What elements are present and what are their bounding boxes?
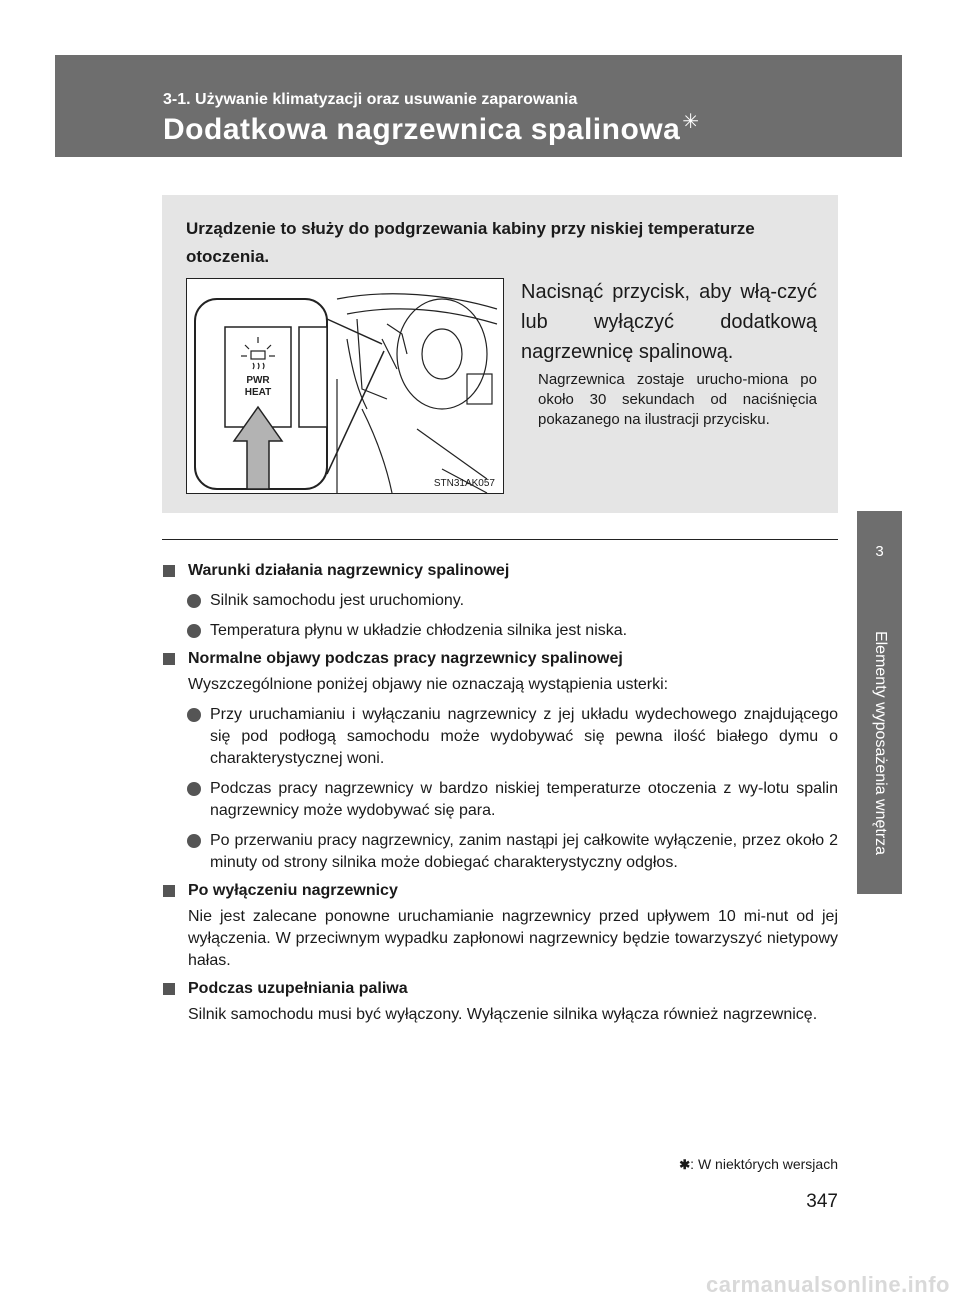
chapter-header <box>55 55 902 157</box>
content-body <box>162 554 838 1026</box>
heading-text: Po wyłączeniu nagrzewnicy <box>188 882 398 899</box>
press-note: Nagrzewnica zostaje urucho-miona po około 30 sekundach od naciśnięcia pokazanego na ilustracji przycisku. <box>538 371 817 428</box>
circle-bullet-icon <box>187 594 201 608</box>
illustration-code: STN31AK057 <box>433 478 495 489</box>
paragraph: Silnik samochodu musi być wyłączony. Wyłączenie silnika wyłącza również nagrzewnicę. <box>188 1006 818 1023</box>
circle-bullet-icon <box>187 782 201 796</box>
list-item <box>162 830 838 874</box>
footnote-text: : W niektórych wersjach <box>690 1156 838 1172</box>
heading-text: Normalne objawy podczas pracy nagrzewnicy spalinowej <box>188 650 623 667</box>
list-item <box>162 704 838 770</box>
list-item <box>162 620 838 642</box>
dashboard-illustration <box>186 278 504 494</box>
page-number: 347 <box>806 1191 838 1212</box>
watermark-text: carmanualsonline.info <box>706 1272 950 1297</box>
page-title-text: Dodatkowa nagrzewnica spalinowa <box>163 113 681 146</box>
divider <box>162 539 838 540</box>
list-item-text: Po przerwaniu pracy nagrzewnicy, zanim nastąpi jej całkowite wyłączenie, przez około 2 minuty od strony silnika może dobiegać charakterystyczny odgłos. <box>210 832 838 871</box>
list-item <box>162 778 838 822</box>
heading-text: Warunki działania nagrzewnicy spalinowej <box>188 562 510 579</box>
page-title <box>163 113 700 147</box>
list-item-text: Przy uruchamianiu i wyłączaniu nagrzewnicy z jej układu wydechowego znajdującego się pod podłogą samochodu może wydobywać się pewna ilość białego dymu o charakterystycznej woni. <box>210 706 838 767</box>
info-lead: Urządzenie to służy do podgrzewania kabiny przy niskiej temperaturze otoczenia. <box>186 219 755 266</box>
footnote <box>679 1156 838 1173</box>
section-heading <box>162 978 838 1000</box>
list-item-text: Temperatura płynu w układzie chłodzenia silnika jest niska. <box>210 622 628 639</box>
section-heading <box>162 560 838 582</box>
press-instruction: Nacisnąć przycisk, aby włą-czyć lub wyłączyć dodatkową nagrzewnicę spalinową. <box>521 281 817 363</box>
square-bullet-icon <box>163 565 175 577</box>
section-heading <box>162 648 838 670</box>
paragraph: Nie jest zalecane ponowne uruchamianie nagrzewnicy przed upływem 10 mi-nut od jej wyłączenia. W przeciwnym wypadku zapłonowi nagrzewnicy będzie towarzyszyć nietypowy hałas. <box>188 908 838 969</box>
heading-text: Podczas uzupełniania paliwa <box>188 980 408 997</box>
paragraph: Wyszczególnione poniżej objawy nie oznaczają wystąpienia usterki: <box>188 676 669 693</box>
button-label-heat: HEAT <box>244 387 272 398</box>
asterisk-icon: ✳ <box>682 111 700 133</box>
list-item-text: Podczas pracy nagrzewnicy w bardzo niskiej temperaturze otoczenia z wy-lotu spalin nagrzewnicy może wydobywać się para. <box>210 780 838 819</box>
square-bullet-icon <box>163 983 175 995</box>
section-title: 3-1. Używanie klimatyzacji oraz usuwanie zaparowania <box>163 91 578 108</box>
list-item <box>162 590 838 612</box>
chapter-number-tab: 3 <box>857 511 902 592</box>
circle-bullet-icon <box>187 708 201 722</box>
section-heading <box>162 880 838 902</box>
square-bullet-icon <box>163 885 175 897</box>
square-bullet-icon <box>163 653 175 665</box>
circle-bullet-icon <box>187 624 201 638</box>
circle-bullet-icon <box>187 834 201 848</box>
list-item-text: Silnik samochodu jest uruchomiony. <box>210 592 465 609</box>
chapter-label-tab <box>857 592 902 894</box>
chapter-label: Elementy wyposażenia wnętrza <box>871 630 889 856</box>
button-label-pwr: PWR <box>246 375 270 386</box>
watermark <box>0 1266 960 1309</box>
illustration-drawing <box>187 279 503 493</box>
asterisk-icon: ✱ <box>679 1157 691 1172</box>
info-box <box>162 195 838 513</box>
